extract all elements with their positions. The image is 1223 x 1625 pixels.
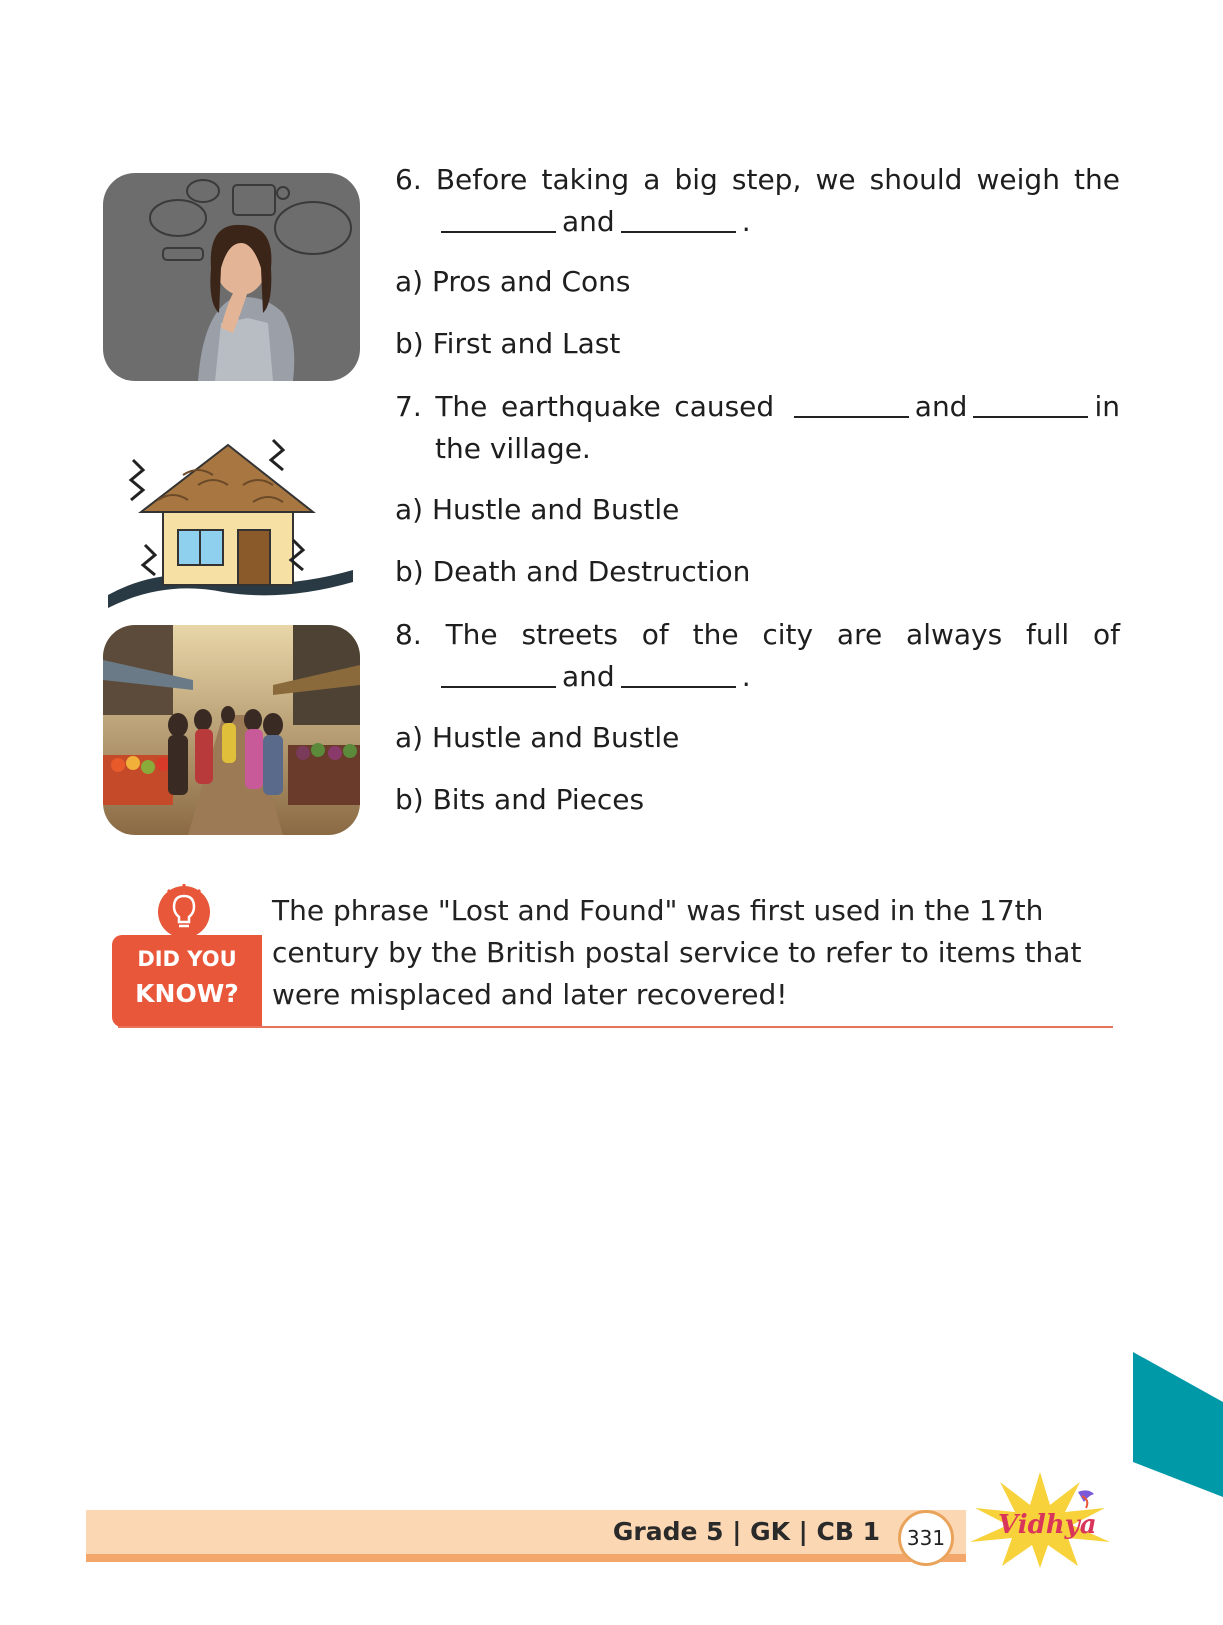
decorative-teal-shape [1133,1352,1223,1502]
question-text: and [562,660,615,693]
question-text: and [562,205,615,238]
badge-line-1: DID YOU [137,947,237,971]
footer-label: Grade 5 | GK | CB 1 [612,1517,880,1546]
did-you-know-badge [112,935,262,1027]
question-8 [395,614,1120,698]
thinking-woman-image [103,173,360,381]
option-8a[interactable]: a) Hustle and Bustle [395,721,680,754]
option-6b[interactable]: b) First and Last [395,327,621,360]
question-7 [395,386,1120,470]
option-7a[interactable]: a) Hustle and Bustle [395,493,680,526]
question-text: The earthquake caused [435,390,775,423]
question-text: . [741,660,751,693]
badge-line-2: KNOW? [135,979,239,1008]
question-text: . [741,205,751,238]
answer-blank[interactable] [441,207,556,233]
footer-bar-accent [86,1554,966,1562]
crowded-market-image [103,625,360,835]
question-text: Before taking a big step, we should weigh the [435,163,1121,196]
divider [118,1026,1113,1028]
question-number: 7. [395,390,422,423]
question-text: The streets of the city are always full of [445,618,1121,651]
option-7b[interactable]: b) Death and Destruction [395,555,751,588]
question-text: and [914,390,968,423]
lightbulb-icon [154,880,214,940]
answer-blank[interactable] [621,207,736,233]
question-6 [395,159,1120,243]
option-6a[interactable]: a) Pros and Cons [395,265,631,298]
question-number: 8. [395,618,422,651]
answer-blank[interactable] [794,392,909,418]
question-number: 6. [395,163,422,196]
earthquake-house-image [103,430,358,610]
did-you-know-text: The phrase "Lost and Found" was first used in the 17th century by the British postal service to refer to items that were misplaced and later recovered! [272,894,1082,1011]
answer-blank[interactable] [973,392,1088,418]
answer-blank[interactable] [621,662,736,688]
answer-blank[interactable] [441,662,556,688]
logo-text: Vidhya [998,1510,1097,1540]
vidhya-logo [960,1470,1120,1570]
question-text: in the village. [435,390,1120,465]
option-8b[interactable]: b) Bits and Pieces [395,783,645,816]
page-number: 331 [898,1510,954,1566]
